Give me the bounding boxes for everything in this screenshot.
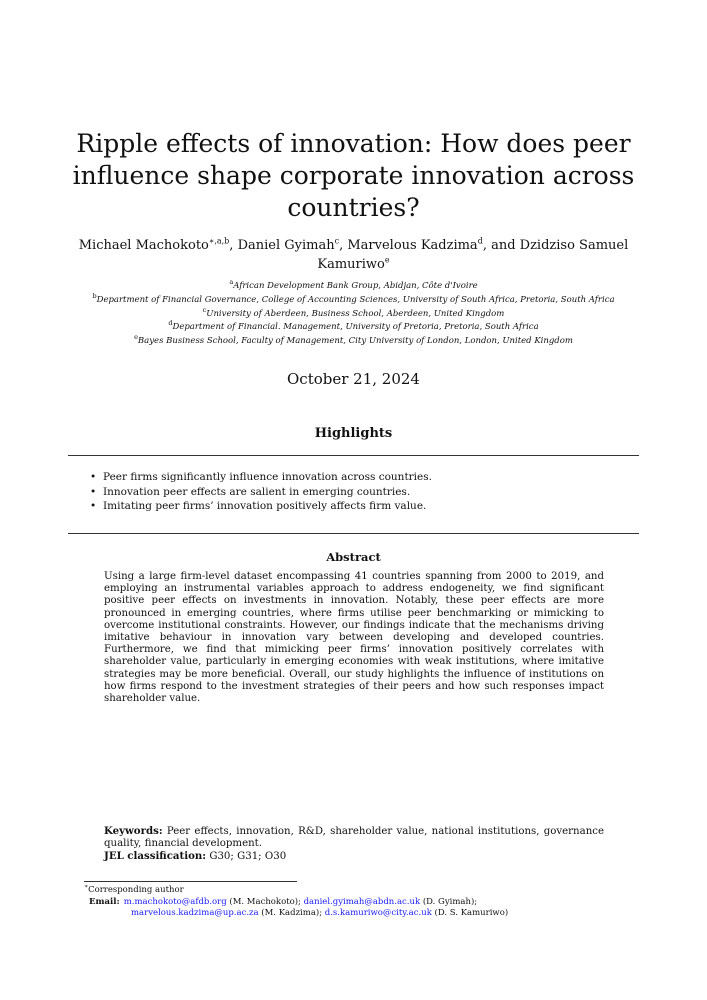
author-list: Michael Machokoto$^{∗,a,b}$, Daniel Gyimah$^c$, Marvelous Kadzima$^d$, and Dzidziso Samuel Kamuriwo$^e$ (78, 236, 629, 272)
email-link[interactable]: daniel.gyimah@abdn.ac.uk (303, 896, 421, 907)
highlights-list (90, 470, 630, 514)
keywords-block (104, 825, 604, 864)
author-name: Daniel Gyimah (237, 238, 335, 253)
affiliation-item: $^c$University of Aberdeen, Business School, Aberdeen, United Kingdom (202, 305, 505, 319)
paper-title (60, 128, 647, 224)
bullet-icon: • (90, 471, 97, 483)
email-link[interactable]: d.s.kamuriwo@city.ac.uk (324, 908, 432, 918)
footnote (84, 885, 644, 920)
email-line: Email: m.machokoto@afdb.org (M. Machokoto); daniel.gyimah@abdn.ac.uk (D. Gyimah); (84, 897, 644, 909)
title-line-1: Ripple effects of innovation: How does peer (76, 129, 631, 158)
email-link[interactable]: m.machokoto@afdb.org (123, 896, 227, 907)
affiliation-item: $^e$Bayes Business School, Faculty of Management, City University of London, London, United Kingdom (134, 333, 573, 347)
abstract-body: Using a large firm-level dataset encompassing 41 countries spanning from 2000 to 2019, and employing an instrumental variables approach to address endogeneity, we find significant positive peer effects on investments in innovation. Notably, these peer effects are more pronounced in emerging countries, where firms utilise peer benchmarking or mimicking to overcome institutional constraints. However, our findings indicate that the mechanisms driving imitative behaviour in innovation vary between developing and developed countries. Furthermore, we find that mimicking peer firms’ innovation positively correlates with shareholder value, particularly in emerging economies with weak institutions, where imitative strategies may be more beneficial. Overall, our study highlights the influence of institutions on how firms respond to the investment strategies of their peers and how such responses impact shareholder value. (104, 571, 604, 705)
affiliation-item: $^b$Department of Financial Governance, College of Accounting Sciences, University of South Africa, Pretoria, South Africa (92, 291, 615, 305)
highlights-top-rule (68, 455, 639, 456)
author-affil-mark: ∗,a,b (208, 236, 230, 246)
footnote-mark: ∗ (84, 883, 89, 891)
title-line-2: influence shape corporate innovation across (72, 161, 635, 190)
footnote-rule (84, 881, 297, 882)
paper-date: October 21, 2024 (287, 370, 420, 388)
author-name: Marvelous Kadzima (347, 238, 478, 253)
author-name-cont: Kamuriwo (317, 257, 385, 272)
email-link[interactable]: marvelous.kadzima@up.ac.za (131, 908, 259, 918)
author-affil-mark: e (384, 255, 390, 265)
highlights-bottom-rule (68, 533, 639, 534)
abstract-heading: Abstract (326, 550, 381, 564)
keywords-text: Peer effects, innovation, R&D, shareholder value, national institutions, governance quality, financial development. (104, 826, 604, 850)
title-line-3: countries? (287, 193, 420, 222)
highlight-item: • Innovation peer effects are salient in emerging countries. (90, 485, 411, 498)
jel-codes: G30; G31; O30 (209, 851, 287, 863)
author-name: Dzidziso Samuel (519, 238, 629, 253)
affiliation-list (20, 280, 687, 349)
highlight-item: • Imitating peer firms’ innovation positively affects firm value. (90, 500, 427, 512)
email-line: marvelous.kadzima@up.ac.za (M. Kadzima); d.s.kamuriwo@city.ac.uk (D. S. Kamuriwo) (131, 908, 509, 918)
author-affil-mark: d (477, 236, 483, 246)
affiliation-item: $^d$Department of Financial. Management, University of Pretoria, Pretoria, South Africa (168, 319, 539, 333)
jel-label: JEL classification: (104, 850, 207, 863)
highlight-item: • Peer firms significantly influence innovation across countries. (90, 471, 432, 483)
email-label: Email: (89, 896, 120, 907)
bullet-icon: • (90, 500, 97, 512)
author-affil-mark: c (334, 236, 340, 246)
keywords-label: Keywords: (104, 825, 163, 837)
author-name: Michael Machokoto (78, 238, 209, 253)
highlights-heading: Highlights (314, 426, 393, 441)
affiliation-item: $^a$African Development Bank Group, Abidjan, Côte d'Ivoire (229, 278, 478, 291)
bullet-icon: • (90, 485, 97, 498)
corresponding-note: ∗Corresponding author (84, 883, 184, 895)
